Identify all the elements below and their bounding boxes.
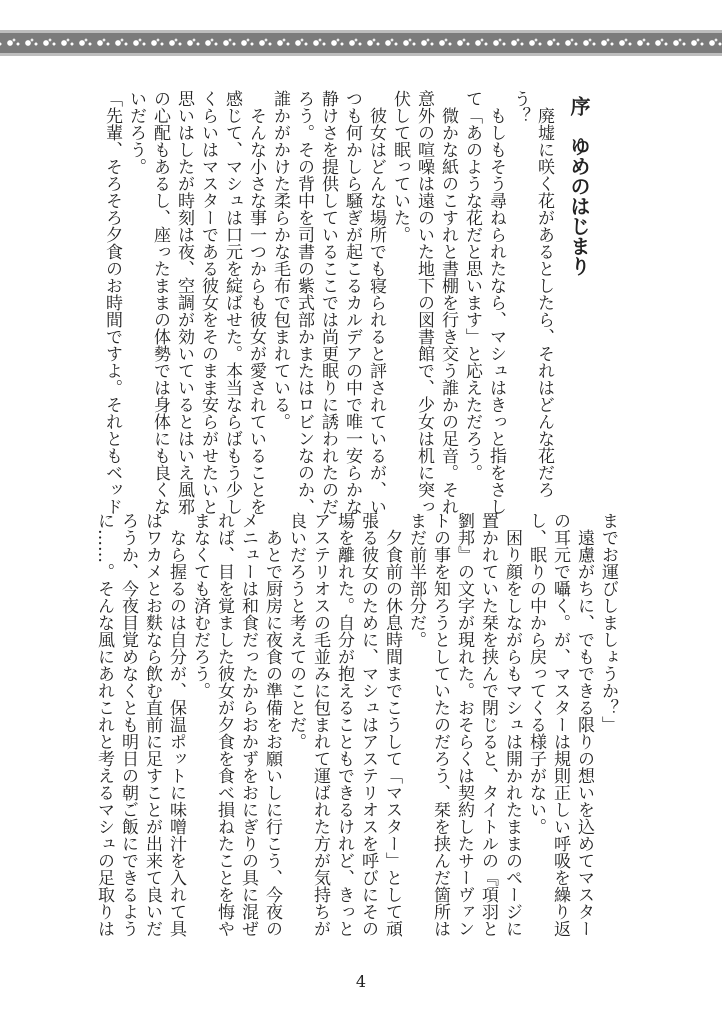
- text-line: の耳元で囁く。が、マスターは規則正しい呼吸を繰り返: [550, 512, 570, 937]
- page-number: 4: [355, 972, 367, 991]
- text-line: 思いはしたが時刻は夜、空調が効いているとはいえ風邪: [174, 90, 194, 515]
- text-line: いだろう。: [126, 90, 146, 175]
- text-line: あとで厨房に夜食の準備をお願いしに行こう、今夜の: [262, 512, 282, 937]
- text-line: 誰かがかけた柔らかな毛布で包まれている。: [270, 90, 290, 430]
- text-line: 意外の喧噪は遠のいた地下の図書館で、少女は机に突っ: [414, 90, 434, 515]
- text-line: そんな小さな事一つからも彼女が愛されていることを: [246, 90, 266, 515]
- text-line: う？: [510, 90, 530, 124]
- text-line: て「あのような花だと思います」と応えただろう。: [462, 90, 482, 481]
- text-line: アステリオスの毛並みに包まれて運ばれた方が気持ちが: [310, 512, 330, 937]
- text-line: メニューは和食だったからおかずをおにぎりの具に混ぜ: [238, 512, 258, 937]
- text-line: 張る彼女のために、マシュはアステリオスを呼びにその: [358, 512, 378, 937]
- text-line: つも何かしら騒ぎが起こるカルデアの中で唯一安らかな: [342, 90, 362, 515]
- text-line: れば、目を覚ました彼女が夕食を食べ損ねたことを悔や: [214, 512, 234, 937]
- chapter-title: 序 ゆめのはじまり: [567, 96, 591, 276]
- text-line: ろうか、今夜目覚めなくとも明日の朝ご飯にできるよう: [118, 512, 138, 937]
- text-line: 静けさを提供しているここでは尚更眠りに誘われたのだ: [318, 90, 338, 515]
- text-line: し、眠りの中から戻ってくる様子がない。: [526, 512, 546, 835]
- text-line: 遠慮がちに、でもできる限りの想いを込めてマスター: [574, 512, 594, 937]
- text-line: はワカメとお麩なら飲む直前に足すことが出来て良いだ: [142, 512, 162, 937]
- text-line: まなくても済むだろう。: [190, 512, 210, 699]
- text-line: なら握るのは自分が、保温ポットに味噌汁を入れて具: [166, 512, 186, 937]
- text-line: もしもそう尋ねられたなら、マシュはきっと指をさし: [486, 90, 506, 515]
- text-line: 廃墟に咲く花があるとしたら、それはどんな花だろ: [534, 90, 554, 498]
- text-line: トの事を知ろうとしていたのだろう、栞を挟んだ箇所は: [430, 512, 450, 937]
- text-line: 伏して眠っていた。: [390, 90, 410, 243]
- text-line: 置かれていた栞を挟んで閉じると、タイトルの『項羽と: [478, 512, 498, 937]
- text-line: に……。そんな風にあれこれと考えるマシュの足取りは: [94, 512, 114, 937]
- text-line: 感じて、マシュは口元を綻ばせた。本当ならばもう少し: [222, 90, 242, 515]
- text-line: 良いだろうと考えてのことだ。: [286, 512, 306, 750]
- text-line: くらいはマスターである彼女をそのまま安らがせたいと: [198, 90, 218, 515]
- text-line: までお運びしましょうか？」: [598, 512, 618, 733]
- paw-print-border-pattern: [0, 33, 722, 53]
- text-line: の心配もあるし、座ったままの体勢では身体にも良くな: [150, 90, 170, 515]
- text-line: まだ前半部分だ。: [406, 512, 426, 648]
- upper-text-block: [100, 90, 602, 515]
- text-line: 夕食前の休息時間までこうして「マスター」として頑: [382, 512, 402, 937]
- text-line: 彼女はどんな場所でも寝られると評されているが、い: [366, 90, 386, 515]
- text-line: 困り顔をしながらもマシュは開かれたままのページに: [502, 512, 522, 937]
- text-line: 「先輩、そろそろ夕食のお時間ですよ。それともベッド: [102, 90, 122, 515]
- lower-text-block: [92, 512, 620, 937]
- text-line: 微かな紙のこすれと書棚を行き交う誰かの足音。それ: [438, 90, 458, 515]
- text-line: 場を離れた。自分が抱えることもできるけれど、きっと: [334, 512, 354, 937]
- text-line: 劉邦』の文字が現れた。おそらくは契約したサーヴァン: [454, 512, 474, 937]
- text-line: ろう。その背中を司書の紫式部かまたはロビンなのか、: [294, 90, 314, 515]
